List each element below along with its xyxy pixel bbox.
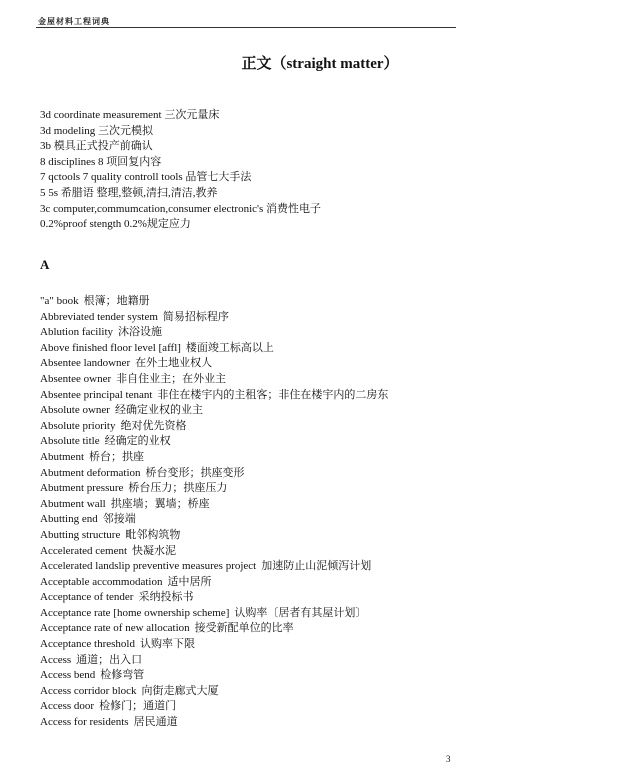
entry-term: Abutting end (40, 513, 98, 526)
entry-translation: 采纳投标书 (138, 591, 194, 604)
glossary-entry (40, 294, 388, 310)
intro-line: 0.2%proof stength 0.2%规定应力 (40, 218, 191, 231)
intro-line: 3d modeling 三次元模拟 (40, 124, 154, 137)
intro-line: 3c computer,commumcation,consumer electronic's 消费性电子 (40, 202, 322, 215)
glossary-entry (40, 388, 388, 404)
running-header: 金屋材料工程词典 (38, 17, 110, 26)
entry-term: Access door (40, 700, 95, 713)
entry-term: Acceptance rate [home ownership scheme] (40, 606, 230, 619)
entry-term: Access bend (40, 669, 96, 682)
glossary-entry (40, 575, 388, 591)
glossary-entry (40, 653, 388, 669)
glossary-entry (40, 559, 388, 575)
intro-line: 8 disciplines 8 项回复内容 (40, 155, 162, 168)
entry-translation: 根簿；地籍册 (83, 295, 150, 307)
entry-translation: 认购率下限 (139, 638, 195, 651)
glossary-entry (40, 606, 388, 622)
entry-term: Access corridor block (40, 684, 137, 697)
glossary-entry (40, 668, 388, 684)
glossary-entry (40, 372, 388, 388)
section-letter: A (40, 257, 50, 272)
entry-term: Acceptance of tender (40, 591, 134, 604)
entry-translation: 检修门；通道门 (99, 700, 177, 713)
glossary-entry (40, 466, 388, 482)
entry-translation: 向街走廊式大厦 (141, 684, 219, 697)
intro-line: 3d coordinate measurement 三次元量床 (40, 109, 220, 121)
entry-term: Absentee principal tenant (40, 388, 153, 401)
entry-term: "a" book (40, 295, 79, 307)
header-rule (36, 27, 456, 28)
entry-term: Accelerated cement (40, 544, 128, 557)
entry-term: Abutting structure (40, 528, 121, 541)
glossary-entry (40, 497, 388, 513)
entry-translation: 拱座墙；翼墙；桥座 (110, 497, 210, 510)
entry-translation: 检修弯管 (100, 669, 145, 682)
entry-translation: 适中居所 (167, 575, 212, 588)
glossary-entry (40, 481, 388, 497)
intro-line: 3b 模具正式投产前确认 (40, 140, 153, 153)
glossary-entry (40, 637, 388, 653)
entry-translation: 快凝水泥 (132, 544, 177, 557)
entry-term: Absolute title (40, 435, 100, 448)
entry-term: Abutment wall (40, 497, 106, 510)
entry-term: Acceptance rate of new allocation (40, 622, 190, 635)
entry-term: Ablution facility (40, 326, 114, 339)
entry-term: Abutment pressure (40, 482, 124, 495)
entry-translation: 通道；出入口 (76, 653, 143, 666)
entry-term: Accelerated landslip preventive measures project (40, 560, 257, 573)
glossary-entry (40, 715, 388, 731)
glossary-entry (40, 590, 388, 606)
entry-translation: 非住在楼宇内的主租客；非住在楼宇内的二房东 (157, 388, 389, 401)
glossary-entry (40, 325, 388, 341)
entry-translation: 邻接端 (102, 513, 136, 526)
glossary-entry (40, 403, 388, 419)
entry-translation: 认购率〔居者有其屋计划〕 (234, 606, 367, 619)
entry-term: Abutment deformation (40, 466, 141, 479)
entry-term: Absentee owner (40, 372, 112, 385)
glossary-entry (40, 419, 388, 435)
page-number: 3 (446, 754, 451, 764)
glossary-entry (40, 621, 388, 637)
entry-term: Access (40, 653, 72, 666)
entry-translation: 接受新配单位的比率 (194, 622, 294, 635)
intro-line: 7 qctools 7 quality controll tools 品管七大手法 (40, 171, 252, 184)
glossary-entry (40, 684, 388, 700)
entry-term: Above finished floor level [affl] (40, 341, 181, 354)
glossary-entry (40, 512, 388, 528)
glossary-entry (40, 699, 388, 715)
entry-term: Acceptance threshold (40, 638, 135, 651)
glossary-entry (40, 434, 388, 450)
entry-term: Absolute owner (40, 404, 110, 417)
entry-translation: 桥台变形；拱座变形 (145, 466, 245, 479)
entry-translation: 简易招标程序 (162, 310, 229, 323)
glossary-entry-list (40, 294, 388, 731)
glossary-entry (40, 544, 388, 560)
entry-translation: 沐浴设施 (118, 326, 163, 339)
entry-term: Absentee landowner (40, 357, 131, 370)
entry-term: Access for residents (40, 716, 129, 729)
entry-translation: 桥台；拱座 (89, 450, 144, 463)
entry-translation: 经确定业权的业主 (114, 404, 203, 417)
glossary-entry (40, 356, 388, 372)
entry-translation: 经确定的业权 (104, 435, 171, 448)
glossary-entry (40, 528, 388, 544)
entry-translation: 加速防止山泥倾泻计划 (261, 560, 372, 573)
entry-translation: 非自住业主；在外业主 (116, 372, 227, 385)
glossary-entry (40, 450, 388, 466)
intro-line: 5 5s 希腊语 整理,整顿,清扫,清洁,教养 (40, 186, 218, 199)
page-title: 正文（straight matter） (241, 56, 399, 72)
intro-list (40, 108, 321, 233)
entry-term: Acceptable accommodation (40, 575, 163, 588)
entry-term: Absolute priority (40, 419, 116, 432)
entry-translation: 在外土地业权人 (135, 357, 213, 370)
entry-translation: 楼面竣工标高以上 (185, 341, 274, 354)
entry-translation: 毗邻构筑物 (125, 528, 181, 541)
glossary-entry (40, 341, 388, 357)
entry-translation: 居民通道 (133, 716, 178, 729)
entry-term: Abbreviated tender system (40, 310, 158, 323)
entry-translation: 桥台压力；拱座压力 (128, 482, 228, 495)
glossary-entry (40, 310, 388, 326)
entry-term: Abutment (40, 450, 84, 463)
entry-translation: 绝对优先资格 (120, 419, 187, 432)
